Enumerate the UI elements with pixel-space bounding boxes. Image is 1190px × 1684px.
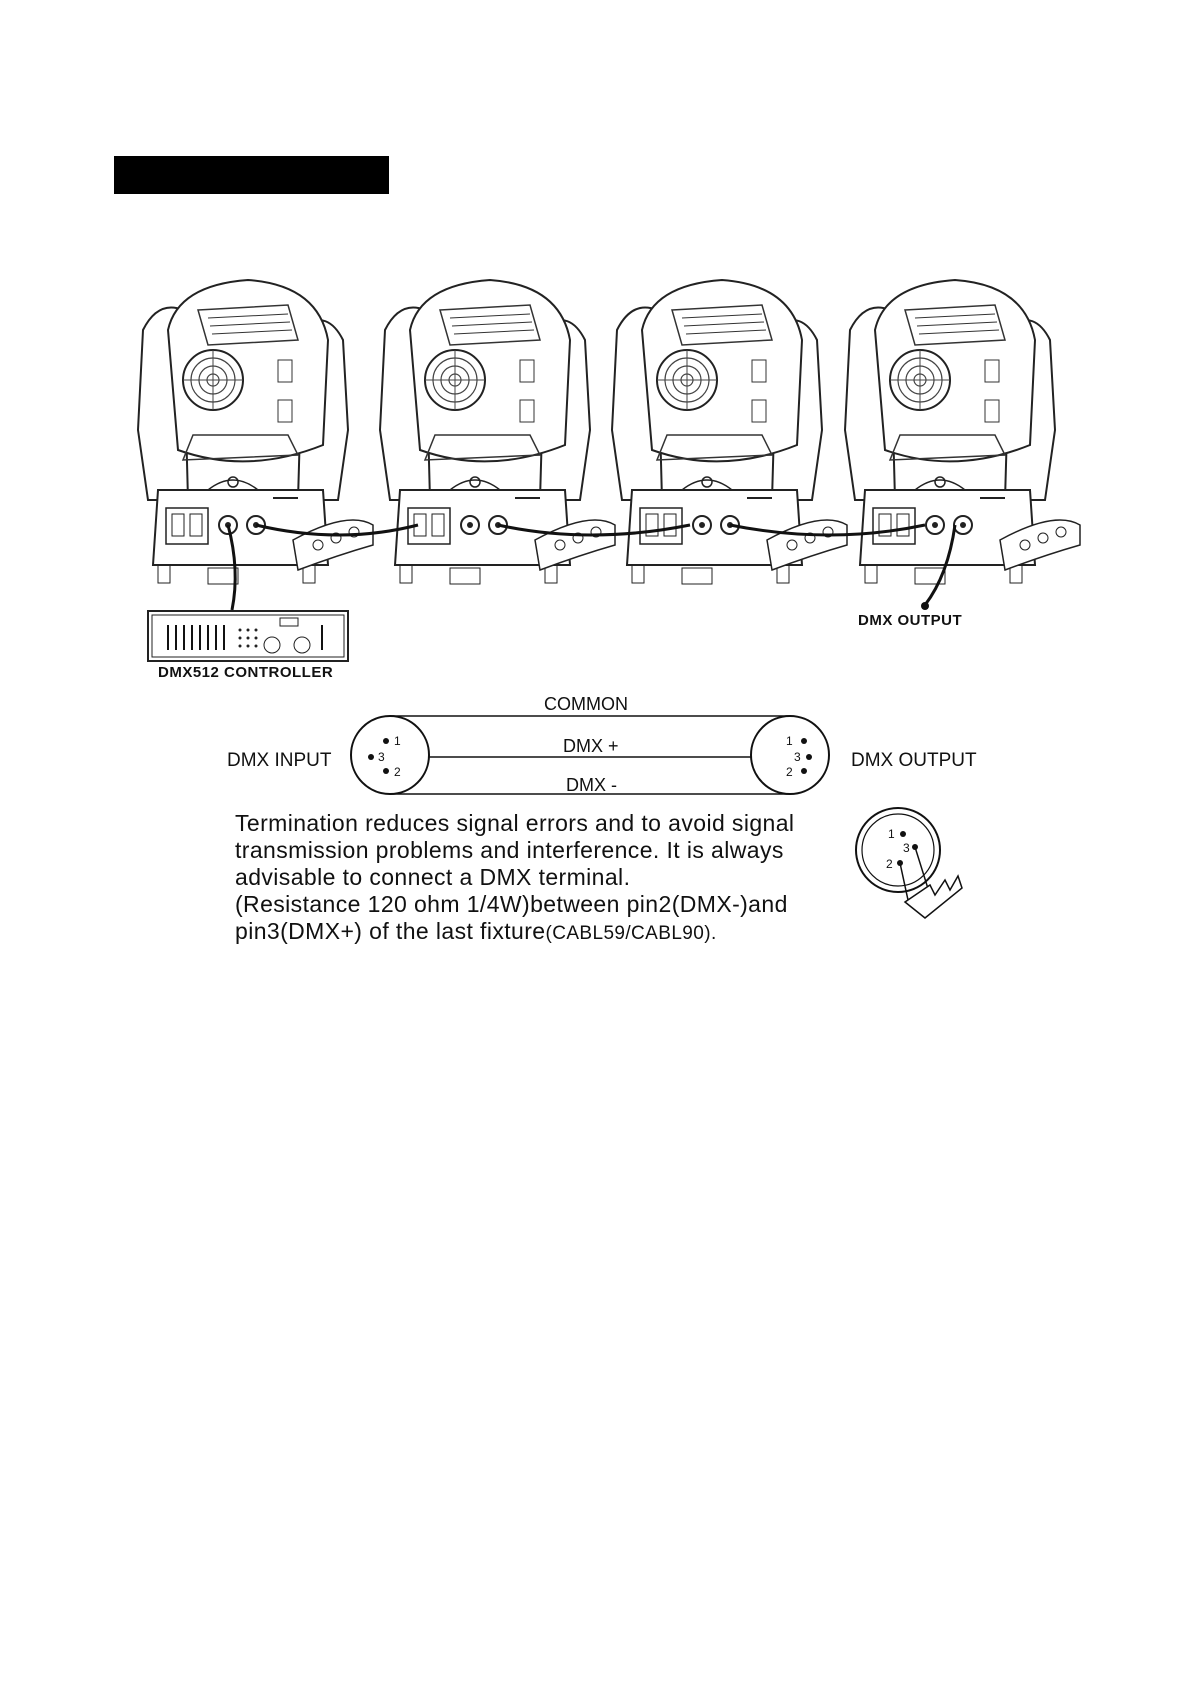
fixture-2 [380, 280, 615, 584]
termination-line-5 [235, 918, 855, 947]
terminator-pin-3: 3 [903, 841, 910, 855]
terminator-pin-2: 2 [886, 857, 893, 871]
dmx512-controller [148, 611, 348, 661]
termination-line-5-text: pin3(DMX+) of the last fixture [235, 918, 546, 944]
input-pin-3: 3 [378, 750, 385, 764]
cable-model: (CABL59/CABL90) [545, 923, 711, 944]
input-pin-1: 1 [394, 734, 401, 748]
output-pin-2: 2 [786, 765, 793, 779]
xlr-output-connector [751, 716, 829, 794]
termination-line-3: advisable to connect a DMX terminal. [235, 864, 631, 890]
dmx-input-label: DMX INPUT [227, 750, 332, 771]
fixture-4 [845, 280, 1080, 584]
input-pin-2: 2 [394, 765, 401, 779]
dmx-output-label: DMX OUTPUT [858, 612, 963, 629]
output-pin-3: 3 [794, 750, 801, 764]
termination-line-4: (Resistance 120 ohm 1/4W)between pin2(DMX-)and [235, 891, 788, 917]
terminator-pin-1: 1 [888, 827, 895, 841]
dmx-minus-label: DMX - [566, 775, 617, 795]
dmx-output-wiring-label: DMX OUTPUT [851, 750, 977, 771]
termination-line-1: Termination reduces signal errors and to avoid signal [235, 810, 795, 836]
controller-label: DMX512 CONTROLLER [158, 664, 334, 681]
fixture-1 [138, 280, 373, 584]
termination-line-5-end: . [710, 923, 717, 944]
fixture-3 [612, 280, 847, 584]
termination-note [235, 810, 855, 947]
output-pin-1: 1 [786, 734, 793, 748]
xlr-input-connector [351, 716, 429, 794]
dmx-terminator [856, 808, 962, 918]
dmx-plus-label: DMX + [563, 736, 619, 756]
common-label: COMMON [544, 694, 628, 714]
termination-line-2: transmission problems and interference. It is always [235, 837, 784, 863]
